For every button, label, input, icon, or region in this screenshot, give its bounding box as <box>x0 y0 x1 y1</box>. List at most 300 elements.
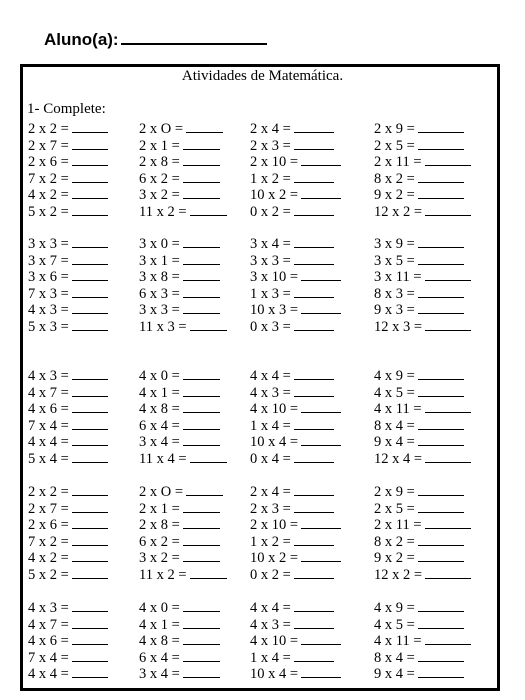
answer-blank[interactable] <box>72 549 108 562</box>
answer-blank[interactable] <box>183 285 220 298</box>
answer-blank[interactable] <box>183 649 220 662</box>
answer-blank[interactable] <box>72 384 108 397</box>
answer-blank[interactable] <box>301 400 341 413</box>
multiplication-item <box>28 665 108 682</box>
answer-blank[interactable] <box>418 137 464 150</box>
answer-blank[interactable] <box>418 483 464 496</box>
multiplication-item <box>28 566 108 583</box>
answer-blank[interactable] <box>418 367 464 380</box>
multiplication-item <box>374 450 471 467</box>
answer-blank[interactable] <box>183 665 220 678</box>
answer-blank[interactable] <box>301 268 341 281</box>
multiplication-item <box>28 153 108 170</box>
answer-blank[interactable] <box>418 599 464 612</box>
multiplication-item <box>139 153 220 170</box>
multiplication-expression: 4 x 3 = <box>28 302 69 318</box>
multiplication-item <box>28 450 108 467</box>
multiplication-expression: 4 x 9 = <box>374 600 415 616</box>
multiplication-item <box>250 203 334 220</box>
multiplication-expression: 10 x 4 = <box>250 666 299 682</box>
multiplication-expression: 11 x 2 = <box>139 566 187 583</box>
answer-blank[interactable] <box>72 533 108 546</box>
answer-blank[interactable] <box>72 252 108 265</box>
answer-blank[interactable] <box>72 318 108 331</box>
multiplication-expression: 10 x 2 = <box>250 187 299 203</box>
multiplication-expression: 4 x 5 = <box>374 384 415 401</box>
multiplication-expression: 2 x 10 = <box>250 154 299 170</box>
multiplication-expression: 4 x 1 = <box>139 616 180 633</box>
multiplication-item <box>250 533 334 550</box>
multiplication-item <box>374 318 471 335</box>
multiplication-expression: 5 x 2 = <box>28 203 69 220</box>
answer-blank[interactable] <box>301 632 341 645</box>
answer-blank[interactable] <box>183 616 220 629</box>
multiplication-expression: 0 x 2 = <box>250 203 291 220</box>
multiplication-item <box>250 632 341 649</box>
multiplication-item <box>250 384 334 401</box>
multiplication-item <box>374 433 464 450</box>
multiplication-item <box>139 450 227 467</box>
multiplication-expression: 2 x 7 = <box>28 137 69 154</box>
multiplication-expression: 4 x 0 = <box>139 368 180 384</box>
multiplication-item <box>28 500 108 517</box>
answer-blank[interactable] <box>294 285 334 298</box>
student-name-blank[interactable] <box>121 29 267 45</box>
student-name-line <box>44 29 267 50</box>
answer-blank[interactable] <box>418 549 464 562</box>
answer-blank[interactable] <box>72 186 108 199</box>
multiplication-expression: 5 x 4 = <box>28 450 69 467</box>
multiplication-expression: 2 x 2 = <box>28 121 69 137</box>
answer-blank[interactable] <box>294 384 334 397</box>
multiplication-expression: 3 x 4 = <box>139 434 180 450</box>
answer-blank[interactable] <box>72 235 108 248</box>
answer-blank[interactable] <box>190 566 227 579</box>
multiplication-expression: 3 x 4 = <box>139 666 180 682</box>
answer-blank[interactable] <box>72 483 108 496</box>
answer-blank[interactable] <box>186 483 223 496</box>
multiplication-expression: 8 x 4 = <box>374 649 415 666</box>
multiplication-expression: 4 x 8 = <box>139 633 180 649</box>
multiplication-expression: 6 x 2 = <box>139 170 180 187</box>
answer-blank[interactable] <box>72 301 108 314</box>
multiplication-item <box>374 516 471 533</box>
multiplication-item <box>28 318 108 335</box>
multiplication-expression: 7 x 4 = <box>28 417 69 434</box>
answer-blank[interactable] <box>183 153 220 166</box>
multiplication-expression: 2 x 1 = <box>139 500 180 517</box>
answer-blank[interactable] <box>183 500 220 513</box>
answer-blank[interactable] <box>294 417 334 430</box>
multiplication-item <box>139 400 220 417</box>
answer-blank[interactable] <box>72 649 108 662</box>
answer-blank[interactable] <box>72 433 108 446</box>
multiplication-item <box>374 417 464 434</box>
answer-blank[interactable] <box>418 500 464 513</box>
answer-blank[interactable] <box>186 120 223 133</box>
multiplication-expression: 8 x 2 = <box>374 533 415 550</box>
answer-blank[interactable] <box>294 170 334 183</box>
multiplication-expression: 12 x 2 = <box>374 566 423 583</box>
answer-blank[interactable] <box>294 252 334 265</box>
answer-blank[interactable] <box>425 632 471 645</box>
answer-blank[interactable] <box>425 566 471 579</box>
answer-blank[interactable] <box>418 433 464 446</box>
multiplication-expression: 0 x 4 = <box>250 450 291 467</box>
multiplication-expression: 9 x 2 = <box>374 187 415 203</box>
multiplication-item <box>139 417 220 434</box>
multiplication-item <box>139 252 220 269</box>
answer-blank[interactable] <box>183 186 220 199</box>
multiplication-expression: 12 x 4 = <box>374 450 423 467</box>
multiplication-expression: 12 x 3 = <box>374 318 423 335</box>
answer-blank[interactable] <box>72 450 108 463</box>
multiplication-expression: 10 x 4 = <box>250 434 299 450</box>
answer-blank[interactable] <box>425 203 471 216</box>
multiplication-expression: 2 x 1 = <box>139 137 180 154</box>
multiplication-expression: 8 x 4 = <box>374 417 415 434</box>
answer-blank[interactable] <box>183 268 220 281</box>
multiplication-expression: 4 x 3 = <box>28 600 69 616</box>
multiplication-item <box>28 203 108 220</box>
multiplication-expression: 3 x 2 = <box>139 187 180 203</box>
multiplication-expression: 4 x 11 = <box>374 401 422 417</box>
answer-blank[interactable] <box>301 153 341 166</box>
multiplication-expression: 3 x 2 = <box>139 550 180 566</box>
multiplication-item <box>374 137 464 154</box>
multiplication-item <box>139 137 220 154</box>
multiplication-item <box>250 665 341 682</box>
multiplication-expression: 3 x 3 = <box>28 236 69 252</box>
multiplication-expression: 0 x 2 = <box>250 566 291 583</box>
multiplication-expression: 4 x 9 = <box>374 368 415 384</box>
answer-blank[interactable] <box>72 417 108 430</box>
multiplication-expression: 9 x 2 = <box>374 550 415 566</box>
multiplication-item <box>374 285 464 302</box>
multiplication-expression: 4 x 5 = <box>374 616 415 633</box>
multiplication-item <box>28 599 108 616</box>
answer-blank[interactable] <box>294 500 334 513</box>
answer-blank[interactable] <box>418 616 464 629</box>
answer-blank[interactable] <box>418 235 464 248</box>
answer-blank[interactable] <box>72 120 108 133</box>
multiplication-item <box>139 120 223 137</box>
multiplication-expression: 4 x 8 = <box>139 401 180 417</box>
answer-blank[interactable] <box>190 318 227 331</box>
multiplication-item <box>28 120 108 137</box>
multiplication-expression: 3 x 8 = <box>139 269 180 285</box>
multiplication-expression: 4 x 3 = <box>28 368 69 384</box>
answer-blank[interactable] <box>294 616 334 629</box>
answer-blank[interactable] <box>183 367 220 380</box>
multiplication-item <box>28 252 108 269</box>
multiplication-expression: 3 x 3 = <box>139 302 180 318</box>
multiplication-item <box>250 500 334 517</box>
answer-blank[interactable] <box>294 137 334 150</box>
answer-blank[interactable] <box>294 367 334 380</box>
answer-blank[interactable] <box>294 450 334 463</box>
multiplication-item <box>250 483 334 500</box>
multiplication-item <box>374 533 464 550</box>
multiplication-expression: 3 x 5 = <box>374 252 415 269</box>
multiplication-item <box>139 665 220 682</box>
multiplication-expression: 2 x 9 = <box>374 484 415 500</box>
multiplication-item <box>139 632 220 649</box>
answer-blank[interactable] <box>190 450 227 463</box>
multiplication-expression: 9 x 3 = <box>374 302 415 318</box>
multiplication-item <box>28 400 108 417</box>
answer-blank[interactable] <box>418 120 464 133</box>
answer-blank[interactable] <box>294 566 334 579</box>
multiplication-expression: 4 x 10 = <box>250 401 299 417</box>
multiplication-expression: 6 x 4 = <box>139 417 180 434</box>
answer-blank[interactable] <box>294 599 334 612</box>
answer-blank[interactable] <box>301 549 341 562</box>
multiplication-item <box>374 203 471 220</box>
multiplication-item <box>250 417 334 434</box>
answer-blank[interactable] <box>425 153 471 166</box>
multiplication-expression: 7 x 4 = <box>28 649 69 666</box>
multiplication-item <box>250 450 334 467</box>
answer-blank[interactable] <box>72 599 108 612</box>
multiplication-expression: 2 x 2 = <box>28 484 69 500</box>
answer-blank[interactable] <box>183 137 220 150</box>
answer-blank[interactable] <box>183 549 220 562</box>
multiplication-expression: 10 x 3 = <box>250 302 299 318</box>
answer-blank[interactable] <box>418 301 464 314</box>
multiplication-expression: 2 x O = <box>139 484 184 500</box>
multiplication-item <box>374 252 464 269</box>
multiplication-item <box>28 483 108 500</box>
multiplication-expression: 2 x 6 = <box>28 154 69 170</box>
answer-blank[interactable] <box>301 301 341 314</box>
answer-blank[interactable] <box>183 632 220 645</box>
multiplication-item <box>374 632 471 649</box>
multiplication-expression: 6 x 3 = <box>139 285 180 302</box>
multiplication-item <box>250 433 341 450</box>
multiplication-expression: 2 x 10 = <box>250 517 299 533</box>
answer-blank[interactable] <box>183 400 220 413</box>
multiplication-expression: 11 x 2 = <box>139 203 187 220</box>
multiplication-item <box>139 170 220 187</box>
multiplication-expression: 3 x 0 = <box>139 236 180 252</box>
multiplication-expression: 12 x 2 = <box>374 203 423 220</box>
answer-blank[interactable] <box>418 533 464 546</box>
multiplication-item <box>139 649 220 666</box>
multiplication-item <box>374 384 464 401</box>
multiplication-expression: 1 x 3 = <box>250 285 291 302</box>
answer-blank[interactable] <box>183 170 220 183</box>
answer-blank[interactable] <box>72 367 108 380</box>
multiplication-expression: 5 x 2 = <box>28 566 69 583</box>
multiplication-expression: 11 x 4 = <box>139 450 187 467</box>
answer-blank[interactable] <box>425 268 471 281</box>
multiplication-item <box>28 367 108 384</box>
multiplication-item <box>250 301 341 318</box>
answer-blank[interactable] <box>301 186 341 199</box>
answer-blank[interactable] <box>418 649 464 662</box>
multiplication-item <box>250 252 334 269</box>
multiplication-expression: 2 x 5 = <box>374 500 415 517</box>
multiplication-expression: 4 x 6 = <box>28 401 69 417</box>
multiplication-item <box>139 203 227 220</box>
answer-blank[interactable] <box>418 170 464 183</box>
answer-blank[interactable] <box>72 268 108 281</box>
multiplication-expression: 1 x 2 = <box>250 533 291 550</box>
answer-blank[interactable] <box>418 186 464 199</box>
multiplication-item <box>28 533 108 550</box>
multiplication-expression: 2 x 8 = <box>139 154 180 170</box>
answer-blank[interactable] <box>72 137 108 150</box>
multiplication-item <box>374 186 464 203</box>
multiplication-item <box>28 516 108 533</box>
multiplication-expression: 4 x 4 = <box>250 600 291 616</box>
answer-blank[interactable] <box>72 500 108 513</box>
multiplication-item <box>250 186 341 203</box>
multiplication-expression: 9 x 4 = <box>374 434 415 450</box>
multiplication-item <box>28 433 108 450</box>
multiplication-item <box>374 367 464 384</box>
answer-blank[interactable] <box>183 533 220 546</box>
answer-blank[interactable] <box>301 516 341 529</box>
multiplication-expression: 7 x 3 = <box>28 285 69 302</box>
multiplication-item <box>28 649 108 666</box>
answer-blank[interactable] <box>425 516 471 529</box>
answer-blank[interactable] <box>72 203 108 216</box>
multiplication-item <box>374 566 471 583</box>
answer-blank[interactable] <box>72 632 108 645</box>
answer-blank[interactable] <box>72 153 108 166</box>
multiplication-item <box>374 120 464 137</box>
multiplication-expression: 2 x 7 = <box>28 500 69 517</box>
answer-blank[interactable] <box>294 235 334 248</box>
answer-blank[interactable] <box>425 400 471 413</box>
answer-blank[interactable] <box>72 616 108 629</box>
answer-blank[interactable] <box>301 433 341 446</box>
multiplication-item <box>374 483 464 500</box>
answer-blank[interactable] <box>183 301 220 314</box>
multiplication-item <box>250 616 334 633</box>
multiplication-item <box>374 599 464 616</box>
multiplication-item <box>28 632 108 649</box>
answer-blank[interactable] <box>418 252 464 265</box>
answer-blank[interactable] <box>418 417 464 430</box>
multiplication-item <box>374 649 464 666</box>
multiplication-expression: 4 x 2 = <box>28 187 69 203</box>
multiplication-expression: 2 x O = <box>139 121 184 137</box>
answer-blank[interactable] <box>72 566 108 579</box>
multiplication-item <box>374 268 471 285</box>
answer-blank[interactable] <box>183 433 220 446</box>
multiplication-item <box>28 417 108 434</box>
multiplication-item <box>139 285 220 302</box>
multiplication-item <box>139 533 220 550</box>
multiplication-expression: 3 x 4 = <box>250 236 291 252</box>
multiplication-item <box>139 367 220 384</box>
multiplication-item <box>374 400 471 417</box>
answer-blank[interactable] <box>183 516 220 529</box>
answer-blank[interactable] <box>183 417 220 430</box>
multiplication-item <box>250 566 334 583</box>
answer-blank[interactable] <box>183 384 220 397</box>
multiplication-item <box>139 516 220 533</box>
answer-blank[interactable] <box>294 483 334 496</box>
answer-blank[interactable] <box>183 235 220 248</box>
multiplication-item <box>250 120 334 137</box>
multiplication-expression: 3 x 11 = <box>374 269 422 285</box>
answer-blank[interactable] <box>294 533 334 546</box>
multiplication-item <box>139 616 220 633</box>
multiplication-item <box>28 186 108 203</box>
multiplication-expression: 11 x 3 = <box>139 318 187 335</box>
answer-blank[interactable] <box>425 450 471 463</box>
multiplication-expression: 4 x 4 = <box>250 368 291 384</box>
multiplication-item <box>250 235 334 252</box>
multiplication-item <box>250 549 341 566</box>
multiplication-item <box>250 649 334 666</box>
answer-blank[interactable] <box>190 203 227 216</box>
answer-blank[interactable] <box>301 665 341 678</box>
multiplication-item <box>250 599 334 616</box>
answer-blank[interactable] <box>72 516 108 529</box>
multiplication-item <box>28 384 108 401</box>
multiplication-item <box>250 367 334 384</box>
answer-blank[interactable] <box>72 170 108 183</box>
multiplication-item <box>250 153 341 170</box>
multiplication-expression: 8 x 2 = <box>374 170 415 187</box>
multiplication-item <box>139 566 227 583</box>
multiplication-item <box>139 268 220 285</box>
multiplication-item <box>250 400 341 417</box>
answer-blank[interactable] <box>425 318 471 331</box>
multiplication-expression: 4 x 2 = <box>28 550 69 566</box>
answer-blank[interactable] <box>418 285 464 298</box>
answer-blank[interactable] <box>72 400 108 413</box>
multiplication-expression: 4 x 4 = <box>28 434 69 450</box>
multiplication-expression: 4 x 7 = <box>28 384 69 401</box>
answer-blank[interactable] <box>294 318 334 331</box>
answer-blank[interactable] <box>72 665 108 678</box>
multiplication-item <box>28 170 108 187</box>
multiplication-expression: 2 x 6 = <box>28 517 69 533</box>
multiplication-expression: 4 x 3 = <box>250 384 291 401</box>
multiplication-expression: 4 x 7 = <box>28 616 69 633</box>
multiplication-item <box>374 665 464 682</box>
multiplication-expression: 2 x 5 = <box>374 137 415 154</box>
multiplication-expression: 2 x 8 = <box>139 517 180 533</box>
answer-blank[interactable] <box>72 285 108 298</box>
answer-blank[interactable] <box>183 599 220 612</box>
answer-blank[interactable] <box>294 649 334 662</box>
multiplication-expression: 4 x 10 = <box>250 633 299 649</box>
answer-blank[interactable] <box>294 203 334 216</box>
multiplication-item <box>250 137 334 154</box>
multiplication-expression: 2 x 3 = <box>250 137 291 154</box>
worksheet-title: Atividades de Matemática. <box>181 68 344 84</box>
multiplication-item <box>374 500 464 517</box>
multiplication-expression: 9 x 4 = <box>374 666 415 682</box>
multiplication-item <box>28 549 108 566</box>
multiplication-item <box>139 318 227 335</box>
multiplication-item <box>374 153 471 170</box>
answer-blank[interactable] <box>183 252 220 265</box>
multiplication-item <box>139 483 223 500</box>
answer-blank[interactable] <box>418 384 464 397</box>
answer-blank[interactable] <box>294 120 334 133</box>
multiplication-item <box>250 285 334 302</box>
answer-blank[interactable] <box>418 665 464 678</box>
multiplication-item <box>374 301 464 318</box>
